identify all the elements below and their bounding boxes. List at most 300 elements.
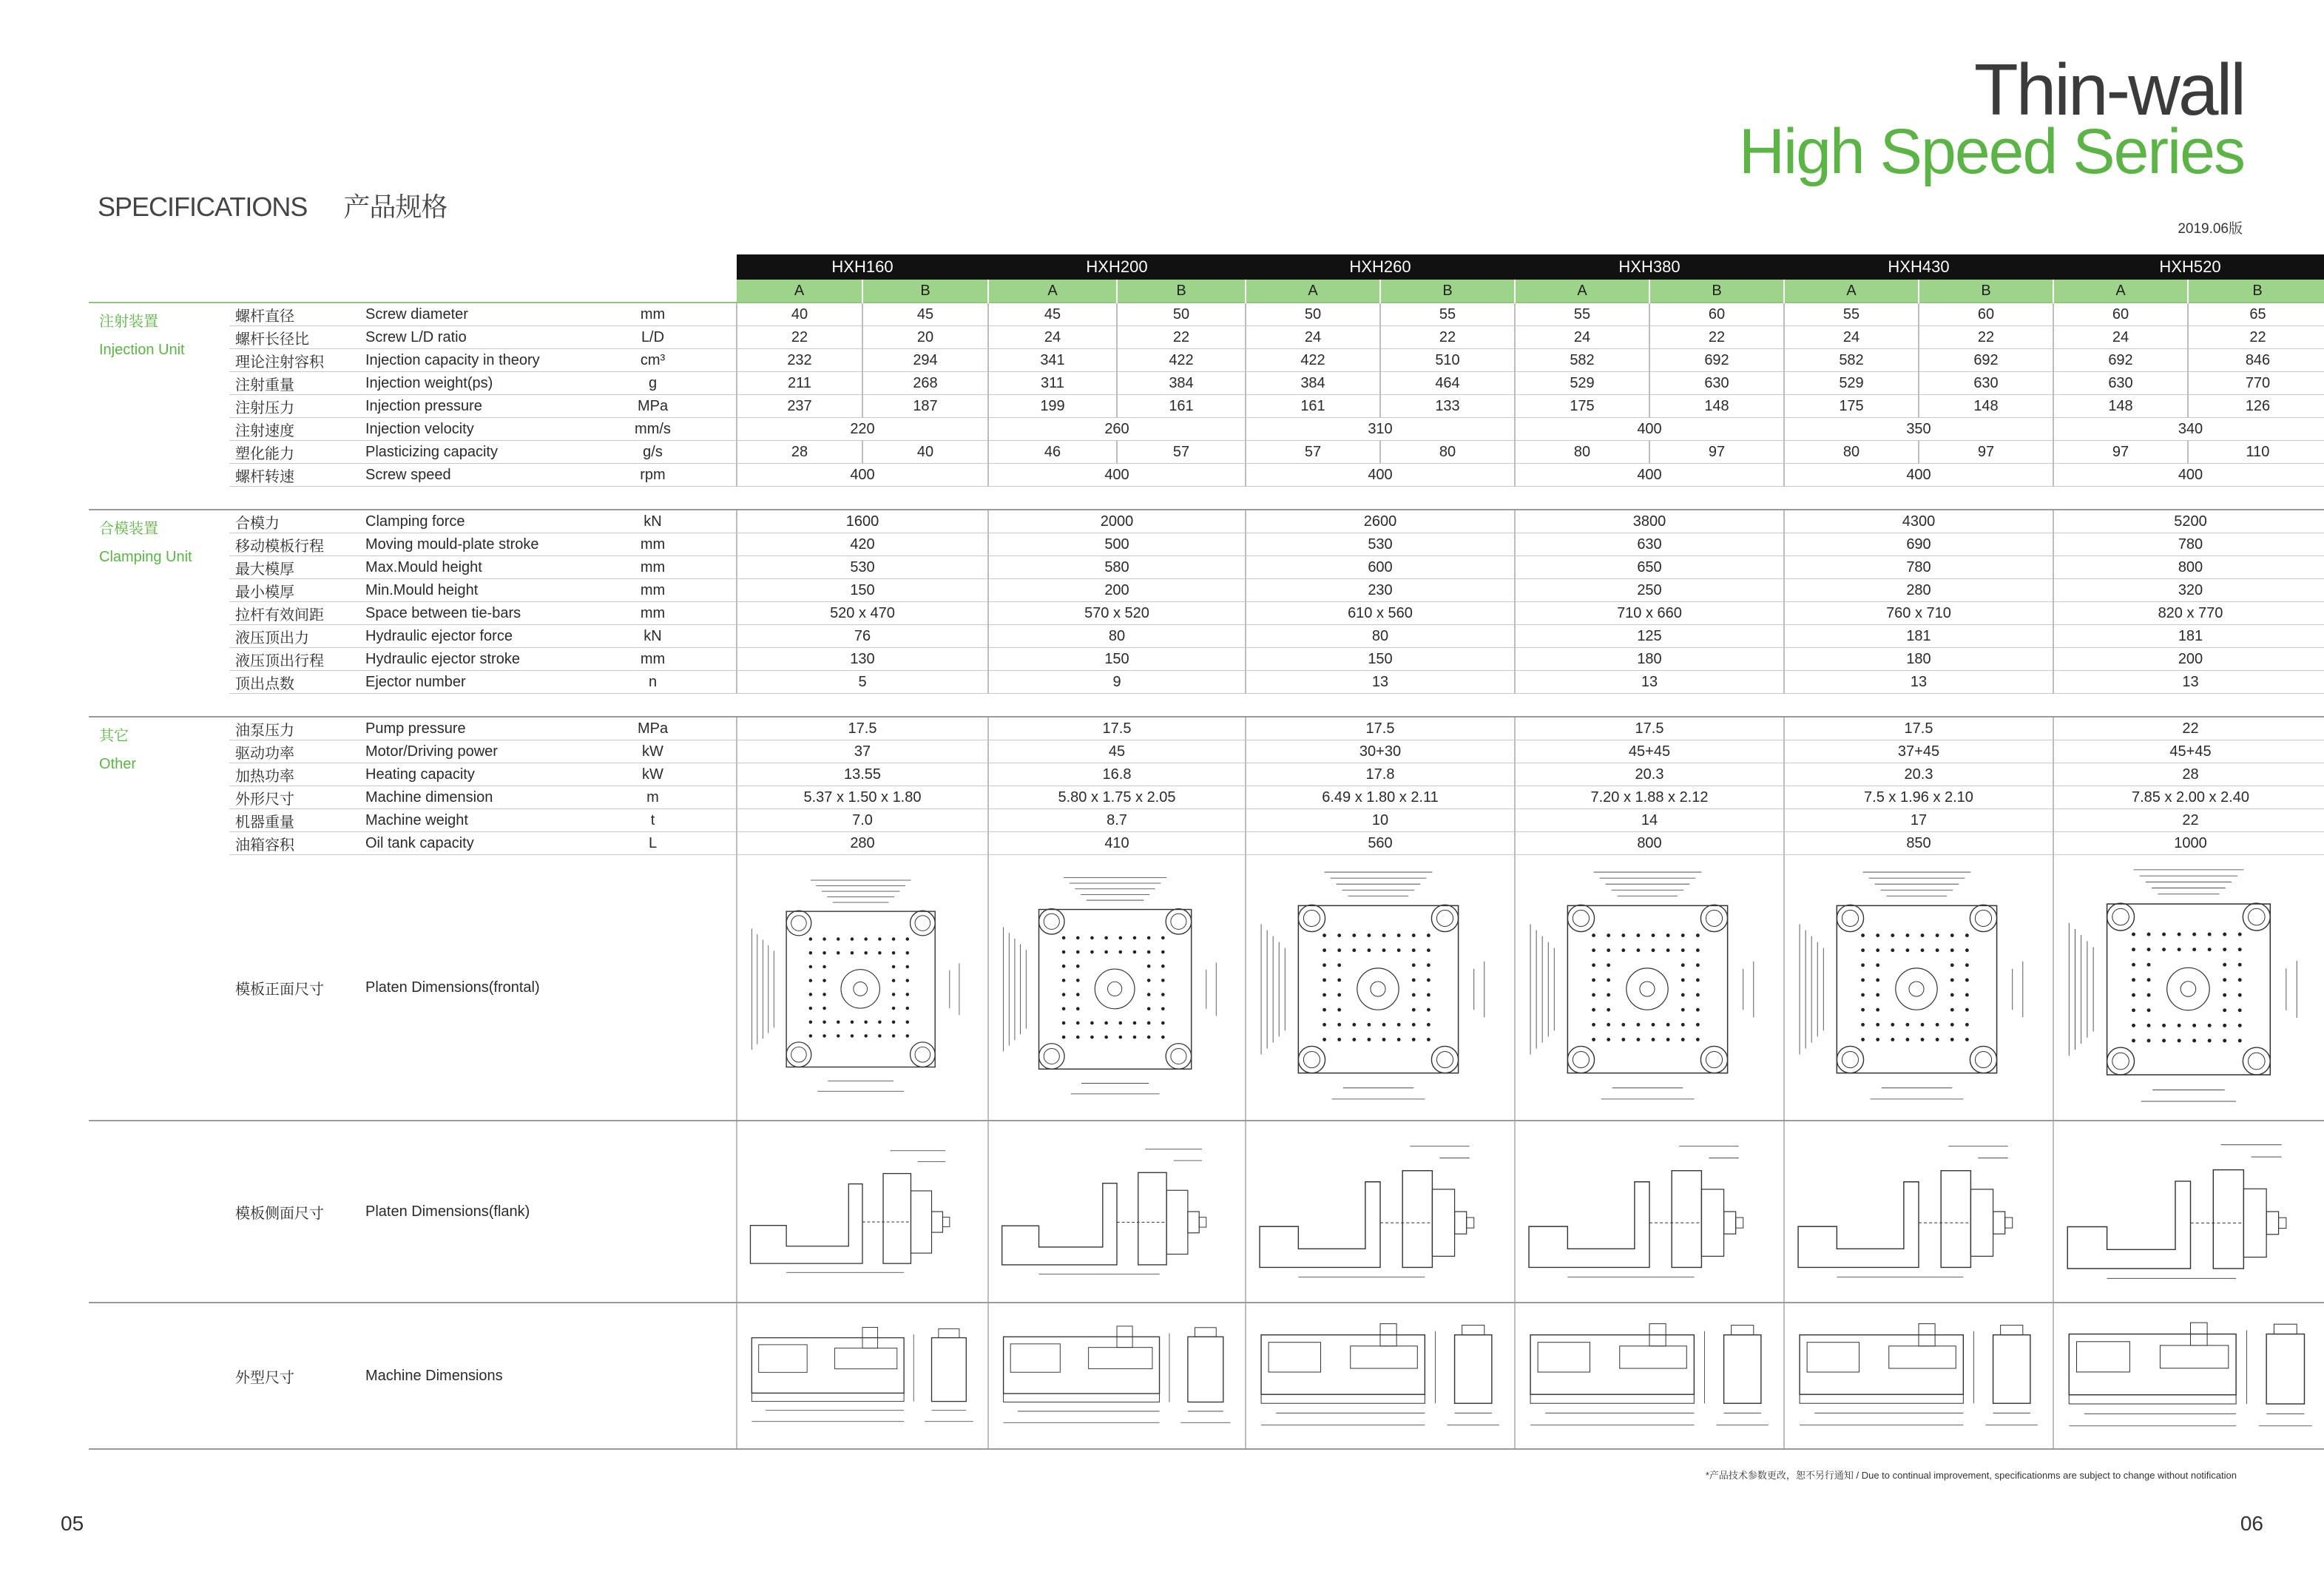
spec-row <box>89 579 2324 602</box>
spec-value: 46 <box>988 441 1117 464</box>
drawing-spacer <box>89 1303 229 1449</box>
spec-row <box>89 464 2324 487</box>
spec-value: 97 <box>1919 441 2053 464</box>
spec-row <box>89 809 2324 832</box>
spec-value: 161 <box>1117 395 1246 418</box>
spec-value: 580 <box>988 556 1246 579</box>
spec-value: 22 <box>2188 326 2324 349</box>
spec-value: 37+45 <box>1784 740 2053 763</box>
spec-value: 610 x 560 <box>1246 602 1515 625</box>
specifications-heading-en: SPECIFICATIONS <box>98 192 308 222</box>
spec-value: 800 <box>1515 832 1784 855</box>
spec-value: 22 <box>2053 809 2324 832</box>
screw-a-header: A <box>2053 280 2188 303</box>
spec-value: 60 <box>1649 303 1784 326</box>
spec-value: 311 <box>988 372 1117 395</box>
spec-value: 13 <box>1515 671 1784 694</box>
platen-flank-drawing-svg <box>1523 1126 1776 1297</box>
platen-frontal-drawing <box>1784 855 2053 1121</box>
param-unit: mm <box>584 602 737 625</box>
param-name-cn: 液压顶出力 <box>229 625 362 648</box>
spec-value: 150 <box>1246 648 1515 671</box>
param-name-cn: 顶出点数 <box>229 671 362 694</box>
machine-dimension-drawing-svg <box>996 1308 1237 1444</box>
spec-value: 780 <box>2053 533 2324 556</box>
platen-frontal-drawing-svg <box>1792 860 2045 1115</box>
param-name-cn: 螺杆转速 <box>229 464 362 487</box>
spec-value: 2600 <box>1246 510 1515 533</box>
spec-value: 280 <box>737 832 988 855</box>
spec-row <box>89 671 2324 694</box>
param-unit: kN <box>584 625 737 648</box>
spec-value: 630 <box>2053 372 2188 395</box>
spec-value: 420 <box>737 533 988 556</box>
platen-frontal-drawing-svg <box>745 860 980 1115</box>
param-name-en: Screw L/D ratio <box>362 326 584 349</box>
spec-row <box>89 372 2324 395</box>
spec-value: 22 <box>1380 326 1515 349</box>
spec-value: 530 <box>737 556 988 579</box>
spec-value: 410 <box>988 832 1246 855</box>
spec-value: 4300 <box>1784 510 2053 533</box>
spec-value: 13 <box>2053 671 2324 694</box>
platen-frontal-drawing <box>988 855 1246 1121</box>
param-name-cn: 驱动功率 <box>229 740 362 763</box>
param-name-cn: 机器重量 <box>229 809 362 832</box>
spec-value: 400 <box>1515 464 1784 487</box>
spec-value: 384 <box>1117 372 1246 395</box>
spec-value: 400 <box>2053 464 2324 487</box>
spec-value: 10 <box>1246 809 1515 832</box>
param-unit: kW <box>584 763 737 786</box>
spec-value: 28 <box>737 441 862 464</box>
spec-value: 230 <box>1246 579 1515 602</box>
spec-value: 1000 <box>2053 832 2324 855</box>
spec-value: 60 <box>2053 303 2188 326</box>
spec-value: 148 <box>2053 395 2188 418</box>
spec-value: 65 <box>2188 303 2324 326</box>
param-unit: rpm <box>584 464 737 487</box>
spec-value: 232 <box>737 349 862 372</box>
param-unit: n <box>584 671 737 694</box>
spec-value: 220 <box>737 418 988 441</box>
platen-flank-drawing <box>1515 1121 1784 1303</box>
param-name-en: Hydraulic ejector stroke <box>362 648 584 671</box>
spec-value: 55 <box>1784 303 1919 326</box>
screw-a-header: A <box>1515 280 1649 303</box>
param-unit: cm³ <box>584 349 737 372</box>
spec-row <box>89 326 2324 349</box>
param-name-cn: 合模力 <box>229 510 362 533</box>
screw-b-header: B <box>1380 280 1515 303</box>
spec-value: 320 <box>2053 579 2324 602</box>
screw-a-header: A <box>988 280 1117 303</box>
spec-value: 24 <box>2053 326 2188 349</box>
model-header: HXH260 <box>1246 254 1515 280</box>
spec-value: 6.49 x 1.80 x 2.11 <box>1246 786 1515 809</box>
spec-value: 45 <box>988 303 1117 326</box>
drawing-row-flank <box>89 1121 2324 1303</box>
spec-value: 40 <box>862 441 988 464</box>
spec-value: 5 <box>737 671 988 694</box>
spec-value: 17.5 <box>1515 717 1784 740</box>
spec-row <box>89 763 2324 786</box>
param-unit: g <box>584 372 737 395</box>
group-separator <box>89 694 2324 717</box>
spec-value: 7.20 x 1.88 x 2.12 <box>1515 786 1784 809</box>
title-thin-wall: Thin-wall <box>1973 49 2244 130</box>
drawing-label-cn: 模板正面尺寸 <box>229 855 362 1121</box>
param-name-en: Moving mould-plate stroke <box>362 533 584 556</box>
param-name-cn: 拉杆有效间距 <box>229 602 362 625</box>
spec-value: 50 <box>1246 303 1380 326</box>
spec-value: 260 <box>988 418 1246 441</box>
spec-value: 650 <box>1515 556 1784 579</box>
separator-cell <box>89 694 2324 717</box>
spec-value: 510 <box>1380 349 1515 372</box>
param-name-en: Motor/Driving power <box>362 740 584 763</box>
spec-value: 400 <box>737 464 988 487</box>
param-name-en: Heating capacity <box>362 763 584 786</box>
spec-value: 16.8 <box>988 763 1246 786</box>
machine-dimension-drawing <box>737 1303 988 1449</box>
specifications-heading <box>98 186 447 224</box>
spec-value: 846 <box>2188 349 2324 372</box>
spec-value: 180 <box>1515 648 1784 671</box>
param-name-en: Injection velocity <box>362 418 584 441</box>
spec-value: 582 <box>1515 349 1649 372</box>
spec-value: 464 <box>1380 372 1515 395</box>
drawing-label-en: Machine Dimensions <box>362 1303 584 1449</box>
platen-flank-drawing-svg <box>1254 1126 1507 1297</box>
spec-value: 181 <box>1784 625 2053 648</box>
spec-value: 148 <box>1649 395 1784 418</box>
spec-value: 200 <box>2053 648 2324 671</box>
spec-value: 7.5 x 1.96 x 2.10 <box>1784 786 2053 809</box>
machine-dimension-drawing-svg <box>2061 1308 2320 1444</box>
param-name-cn: 螺杆长径比 <box>229 326 362 349</box>
param-name-en: Oil tank capacity <box>362 832 584 855</box>
model-header-row <box>89 254 2324 280</box>
spec-row <box>89 556 2324 579</box>
param-name-en: Screw speed <box>362 464 584 487</box>
drawing-label-cn: 模板侧面尺寸 <box>229 1121 362 1303</box>
param-unit: t <box>584 809 737 832</box>
platen-flank-drawing-svg <box>996 1126 1237 1297</box>
spec-value: 692 <box>1919 349 2053 372</box>
spec-row <box>89 303 2324 326</box>
platen-flank-drawing-svg <box>745 1126 980 1297</box>
spec-value: 45+45 <box>2053 740 2324 763</box>
spec-value: 28 <box>2053 763 2324 786</box>
spec-value: 24 <box>1784 326 1919 349</box>
param-name-cn: 注射速度 <box>229 418 362 441</box>
spec-value: 97 <box>2053 441 2188 464</box>
spec-value: 422 <box>1246 349 1380 372</box>
header-spacer <box>89 254 737 280</box>
spec-value: 384 <box>1246 372 1380 395</box>
platen-flank-drawing <box>737 1121 988 1303</box>
platen-frontal-drawing-svg <box>1254 860 1507 1115</box>
spec-value: 22 <box>1649 326 1784 349</box>
screw-a-header: A <box>737 280 862 303</box>
spec-value: 820 x 770 <box>2053 602 2324 625</box>
spec-value: 13 <box>1246 671 1515 694</box>
spec-value: 9 <box>988 671 1246 694</box>
machine-dimension-drawing-svg <box>1523 1308 1776 1444</box>
screw-b-header: B <box>862 280 988 303</box>
param-name-cn: 理论注射容积 <box>229 349 362 372</box>
spec-value: 20.3 <box>1784 763 2053 786</box>
param-name-en: Ejector number <box>362 671 584 694</box>
spec-value: 529 <box>1784 372 1919 395</box>
spec-row <box>89 740 2324 763</box>
spec-value: 5.80 x 1.75 x 2.05 <box>988 786 1246 809</box>
group-label-cn: 注射装置 <box>99 314 158 330</box>
spec-value: 22 <box>1117 326 1246 349</box>
spec-value: 110 <box>2188 441 2324 464</box>
spec-value: 17.5 <box>988 717 1246 740</box>
spec-value: 760 x 710 <box>1784 602 2053 625</box>
spec-row <box>89 648 2324 671</box>
spec-value: 20 <box>862 326 988 349</box>
spec-row <box>89 510 2324 533</box>
platen-flank-drawing-svg <box>1792 1126 2045 1297</box>
param-name-en: Machine weight <box>362 809 584 832</box>
spec-value: 55 <box>1380 303 1515 326</box>
spec-value: 180 <box>1784 648 2053 671</box>
spec-value: 130 <box>737 648 988 671</box>
param-unit: g/s <box>584 441 737 464</box>
spec-value: 24 <box>1246 326 1380 349</box>
version-label: 2019.06版 <box>2178 221 2243 237</box>
param-name-en: Plasticizing capacity <box>362 441 584 464</box>
spec-value: 150 <box>988 648 1246 671</box>
spec-value: 200 <box>988 579 1246 602</box>
platen-flank-drawing <box>1246 1121 1515 1303</box>
spec-value: 199 <box>988 395 1117 418</box>
spec-value: 600 <box>1246 556 1515 579</box>
model-header: HXH520 <box>2053 254 2324 280</box>
spec-value: 280 <box>1784 579 2053 602</box>
platen-flank-drawing <box>988 1121 1246 1303</box>
spec-value: 520 x 470 <box>737 602 988 625</box>
spec-value: 560 <box>1246 832 1515 855</box>
platen-frontal-drawing <box>737 855 988 1121</box>
spec-value: 37 <box>737 740 988 763</box>
spec-value: 17.5 <box>1246 717 1515 740</box>
spec-value: 76 <box>737 625 988 648</box>
spec-value: 630 <box>1649 372 1784 395</box>
screw-header-row <box>89 280 2324 303</box>
spec-value: 570 x 520 <box>988 602 1246 625</box>
param-unit: mm/s <box>584 418 737 441</box>
param-name-en: Injection pressure <box>362 395 584 418</box>
param-unit: mm <box>584 579 737 602</box>
spec-value: 710 x 660 <box>1515 602 1784 625</box>
title-high-speed-series: High Speed Series <box>1738 116 2244 187</box>
spec-value: 211 <box>737 372 862 395</box>
param-unit: mm <box>584 303 737 326</box>
spec-value: 7.85 x 2.00 x 2.40 <box>2053 786 2324 809</box>
spec-value: 2000 <box>988 510 1246 533</box>
spec-value: 133 <box>1380 395 1515 418</box>
param-name-en: Min.Mould height <box>362 579 584 602</box>
group-separator <box>89 487 2324 510</box>
spec-value: 400 <box>1784 464 2053 487</box>
screw-a-header: A <box>1246 280 1380 303</box>
spec-value: 24 <box>988 326 1117 349</box>
spec-value: 55 <box>1515 303 1649 326</box>
spec-value: 5200 <box>2053 510 2324 533</box>
spec-value: 181 <box>2053 625 2324 648</box>
spec-value: 630 <box>1515 533 1784 556</box>
spec-value: 57 <box>1117 441 1246 464</box>
spec-value: 187 <box>862 395 988 418</box>
spec-value: 850 <box>1784 832 2053 855</box>
spec-value: 5.37 x 1.50 x 1.80 <box>737 786 988 809</box>
spec-value: 17.8 <box>1246 763 1515 786</box>
spec-value: 45 <box>988 740 1246 763</box>
param-name-cn: 加热功率 <box>229 763 362 786</box>
drawing-label-en: Platen Dimensions(frontal) <box>362 855 584 1121</box>
spec-value: 17 <box>1784 809 2053 832</box>
spec-value: 175 <box>1784 395 1919 418</box>
model-header: HXH380 <box>1515 254 1784 280</box>
spec-value: 250 <box>1515 579 1784 602</box>
drawing-spacer <box>89 1121 229 1303</box>
spec-value: 148 <box>1919 395 2053 418</box>
platen-flank-drawing-svg <box>2061 1126 2320 1297</box>
group-label-injection <box>89 303 229 487</box>
spec-row <box>89 349 2324 372</box>
spec-row <box>89 395 2324 418</box>
spec-value: 24 <box>1515 326 1649 349</box>
spec-value: 126 <box>2188 395 2324 418</box>
model-header: HXH430 <box>1784 254 2053 280</box>
platen-flank-drawing <box>1784 1121 2053 1303</box>
spec-value: 80 <box>1784 441 1919 464</box>
param-name-cn: 移动模板行程 <box>229 533 362 556</box>
spec-row <box>89 786 2324 809</box>
machine-dimension-drawing <box>1784 1303 2053 1449</box>
spec-value: 237 <box>737 395 862 418</box>
spec-value: 690 <box>1784 533 2053 556</box>
param-name-cn: 塑化能力 <box>229 441 362 464</box>
spec-value: 20.3 <box>1515 763 1784 786</box>
param-name-en: Screw diameter <box>362 303 584 326</box>
param-unit: L/D <box>584 326 737 349</box>
spec-value: 161 <box>1246 395 1380 418</box>
spec-value: 14 <box>1515 809 1784 832</box>
param-name-cn: 外形尺寸 <box>229 786 362 809</box>
spec-row <box>89 625 2324 648</box>
spec-value: 80 <box>988 625 1246 648</box>
separator-cell <box>89 487 2324 510</box>
param-name-en: Injection weight(ps) <box>362 372 584 395</box>
spec-value: 692 <box>1649 349 1784 372</box>
param-name-en: Space between tie-bars <box>362 602 584 625</box>
drawing-label-cn: 外型尺寸 <box>229 1303 362 1449</box>
param-name-en: Hydraulic ejector force <box>362 625 584 648</box>
spec-value: 50 <box>1117 303 1246 326</box>
spec-value: 294 <box>862 349 988 372</box>
platen-frontal-drawing <box>1515 855 1784 1121</box>
spec-value: 80 <box>1380 441 1515 464</box>
platen-frontal-drawing-svg <box>996 860 1237 1115</box>
model-header: HXH200 <box>988 254 1246 280</box>
spec-value: 22 <box>1919 326 2053 349</box>
param-unit: L <box>584 832 737 855</box>
spec-value: 780 <box>1784 556 2053 579</box>
spec-value: 800 <box>2053 556 2324 579</box>
spec-value: 45+45 <box>1515 740 1784 763</box>
spec-value: 1600 <box>737 510 988 533</box>
spec-value: 8.7 <box>988 809 1246 832</box>
spec-value: 45 <box>862 303 988 326</box>
platen-frontal-drawing <box>2053 855 2324 1121</box>
spec-value: 97 <box>1649 441 1784 464</box>
group-label-en: Clamping Unit <box>99 549 192 565</box>
spec-value: 60 <box>1919 303 2053 326</box>
spec-value: 400 <box>988 464 1246 487</box>
group-label-other <box>89 717 229 855</box>
param-name-cn: 螺杆直径 <box>229 303 362 326</box>
page-number-left: 05 <box>61 1512 84 1535</box>
param-unit: MPa <box>584 717 737 740</box>
spec-value: 125 <box>1515 625 1784 648</box>
spec-value: 7.0 <box>737 809 988 832</box>
param-name-en: Injection capacity in theory <box>362 349 584 372</box>
param-unit: mm <box>584 648 737 671</box>
spec-value: 341 <box>988 349 1117 372</box>
spec-row <box>89 441 2324 464</box>
spec-value: 13.55 <box>737 763 988 786</box>
param-name-cn: 液压顶出行程 <box>229 648 362 671</box>
param-name-cn: 最大模厚 <box>229 556 362 579</box>
spec-value: 582 <box>1784 349 1919 372</box>
spec-value: 692 <box>2053 349 2188 372</box>
machine-dimension-drawing-svg <box>1792 1308 2045 1444</box>
spec-value: 13 <box>1784 671 2053 694</box>
spec-value: 22 <box>2053 717 2324 740</box>
spec-value: 175 <box>1515 395 1649 418</box>
screw-b-header: B <box>2188 280 2324 303</box>
drawing-spacer <box>584 1121 737 1303</box>
spec-value: 80 <box>1246 625 1515 648</box>
header-spacer <box>89 280 737 303</box>
machine-dimension-drawing-svg <box>745 1308 980 1444</box>
param-unit: m <box>584 786 737 809</box>
group-label-cn: 其它 <box>99 728 129 744</box>
model-header: HXH160 <box>737 254 988 280</box>
platen-flank-drawing <box>2053 1121 2324 1303</box>
spec-value: 30+30 <box>1246 740 1515 763</box>
drawing-spacer <box>584 855 737 1121</box>
specifications-table <box>89 254 2324 1450</box>
group-label-en: Other <box>99 756 137 772</box>
platen-frontal-drawing <box>1246 855 1515 1121</box>
group-label-cn: 合模装置 <box>99 521 158 537</box>
param-name-en: Pump pressure <box>362 717 584 740</box>
spec-row <box>89 717 2324 740</box>
page-number-right: 06 <box>2240 1512 2263 1535</box>
spec-row <box>89 418 2324 441</box>
drawing-label-en: Platen Dimensions(flank) <box>362 1121 584 1303</box>
spec-value: 770 <box>2188 372 2324 395</box>
spec-row <box>89 602 2324 625</box>
spec-value: 529 <box>1515 372 1649 395</box>
